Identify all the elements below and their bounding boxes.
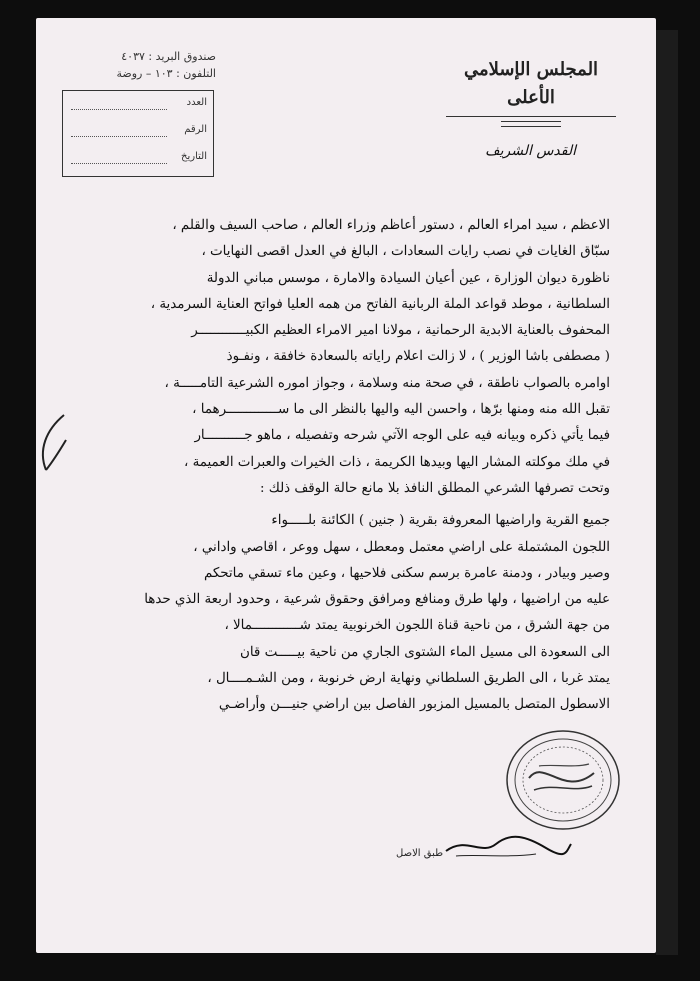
body-line: فيما يأتي ذكره وبيانه فيه على الوجه الآتي شرحه وتفصيله ، ماهو جــــــــــار xyxy=(194,428,610,444)
contact-block xyxy=(86,48,216,82)
body-line: ( مصطفى باشا الوزير ) ، لا زالت اعلام راياته بالسعادة خافقة ، ونفـوذ xyxy=(226,349,610,365)
ref-date-label: التاريخ xyxy=(181,151,207,162)
letterhead-logo xyxy=(446,56,616,118)
body-line: سبّاق الغايات في نصب رايات السعادات ، البالغ في العدل اقصى النهايات ، xyxy=(201,244,610,260)
margin-annotation-icon xyxy=(26,410,76,480)
ref-number-label: العدد xyxy=(186,97,207,108)
document-page xyxy=(36,18,656,953)
paragraph-2 xyxy=(70,508,610,718)
body-line: عليه من اراضيها ، ولها طرق ومنافع ومرافق وحقوق شرعية ، وحدود اربعة الذي حدها xyxy=(144,592,610,608)
body-line: جميع القرية واراضيها المعروفة بقرية ( جنين ) الكائنة بلـــــواء xyxy=(271,513,610,529)
ref-date-row xyxy=(63,145,213,172)
ref-number-row xyxy=(63,91,213,118)
institution-name: المجلس الإسلامي الأعلى xyxy=(446,56,616,117)
body-line: يمتد غربا ، الى الطريق السلطاني ونهاية ارض خرنوبة ، ومن الشـمــــال ، xyxy=(207,671,610,687)
signature-icon xyxy=(436,826,576,866)
ref-code-label: الرقم xyxy=(184,124,207,135)
scan-edge-bar xyxy=(656,30,678,955)
body-line: الاسطول المتصل بالمسيل المزبور الفاصل بين اراضي جنيـــن وأراضـي xyxy=(218,697,610,713)
reference-box xyxy=(62,90,214,177)
body-line: الاعظم ، سيد امراء العالم ، دستور أعاظم وزراء العالم ، صاحب السيف والقلم ، xyxy=(172,218,610,233)
city-heading: القدس الشريف xyxy=(485,143,576,159)
phone: التلفون : ١٠٣ – روضة xyxy=(116,67,216,80)
body-line: اللجون المشتملة على اراضي معتمل ومعطل ، سهل ووعر ، اقاصي واداني ، xyxy=(193,539,610,555)
body-line: السلطانية ، موطد قواعد الملة الربانية الفاتح من همه العليا فواتح العناية السرمدية ، xyxy=(150,296,610,312)
certified-copy-note: طبق الاصل xyxy=(396,848,444,859)
letterhead-flourish xyxy=(501,121,561,127)
paragraph-1 xyxy=(70,213,610,502)
body-line: الى السعودة الى مسيل الماء الشتوى الجاري من ناحية بيـــــت قان xyxy=(240,644,610,660)
body-line: وتحت تصرفها الشرعي المطلق النافذ بلا مانع حالة الوقف ذلك : xyxy=(260,480,610,496)
body-line: في ملك موكلته المشار اليها وبيدها الكريمة ، ذات الخيرات والعبرات العميمة ، xyxy=(184,454,610,470)
official-seal-icon xyxy=(504,728,622,832)
letter-body xyxy=(70,213,610,719)
body-line: من جهة الشرق ، من ناحية قناة اللجون الخرنوبية يمتد شــــــــــــمالا ، xyxy=(224,618,610,634)
po-box: صندوق البريد : ٤٠٣٧ xyxy=(121,50,216,63)
body-line: اوامره بالصواب ناطقة ، في صحة منه وسلامة ، وجواز اموره الشرعية التامـــــة ، xyxy=(164,375,610,391)
body-line: المحفوف بالعناية الابدية الرحمانية ، مولانا امير الامراء العظيم الكبيــــــــــــر xyxy=(191,323,610,339)
body-line: ناظورة ديوان الوزارة ، عين أعيان السيادة والامارة ، موسس مباني الدولة xyxy=(206,270,610,286)
ref-code-row xyxy=(63,118,213,145)
body-line: تقبل الله منه ومنها برّها ، واحسن اليه واليها بالنظر الى ما ســـــــــــــرهما ، xyxy=(192,402,610,418)
body-line: وصير وبيادر ، ودمنة عامرة برسم سكنى فلاحيها ، وعين ماء تسقي ماتحكم xyxy=(203,565,610,581)
